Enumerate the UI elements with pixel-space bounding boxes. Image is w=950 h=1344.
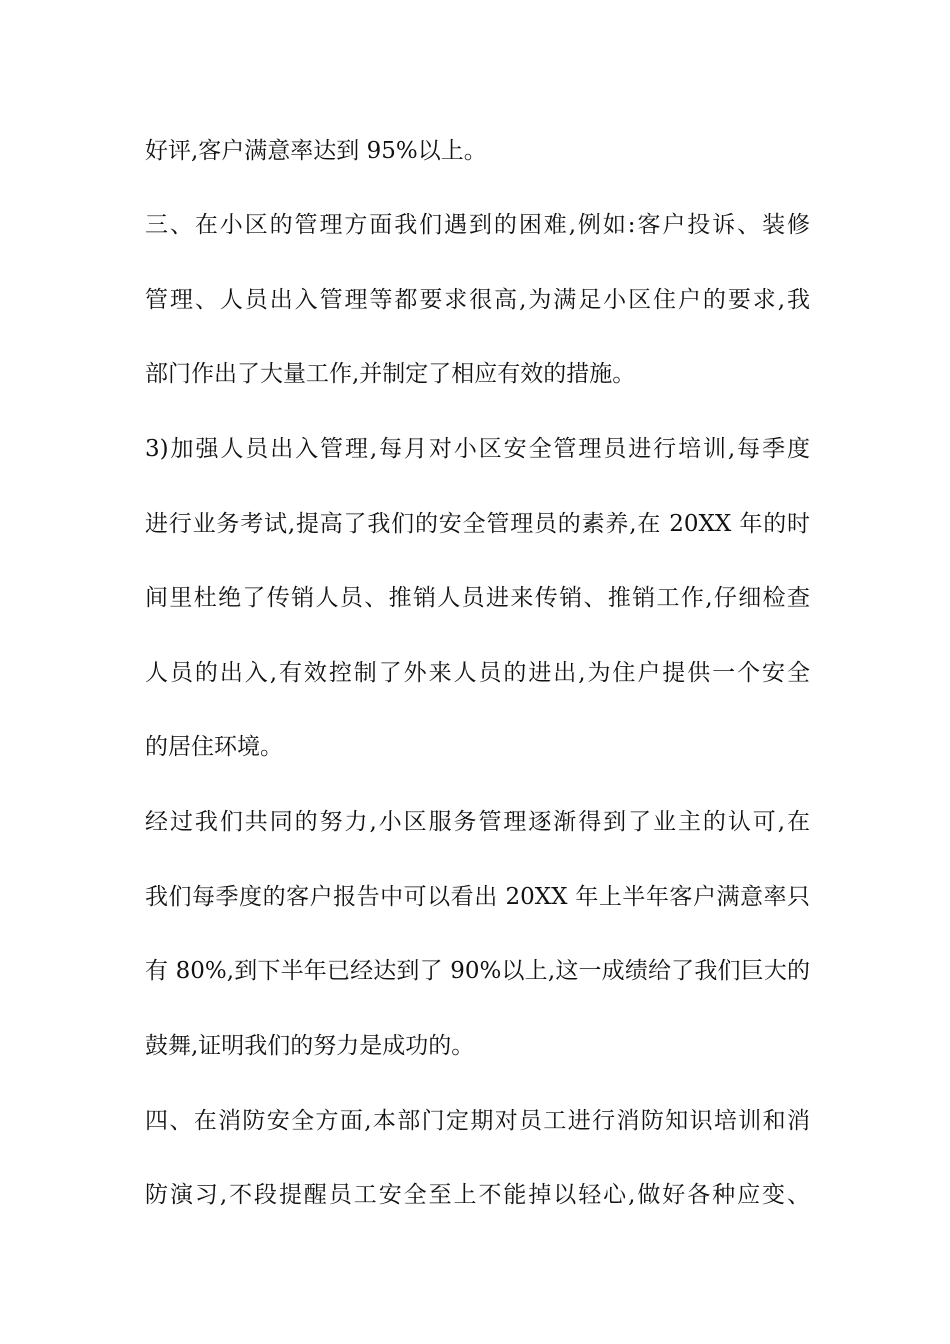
text-line: 3)加强人员出入管理,每月对小区安全管理员进行培训,每季度 — [145, 436, 810, 462]
text-line: 鼓舞,证明我们的努力是成功的。 — [145, 1033, 475, 1059]
text-line: 管理、人员出入管理等都要求很高,为满足小区住户的要求,我 — [145, 287, 810, 313]
text-line: 三、在小区的管理方面我们遇到的困难,例如:客户投诉、装修 — [145, 212, 810, 238]
text-line: 四、在消防安全方面,本部门定期对员工进行消防知识培训和消 — [145, 1108, 810, 1134]
text-line: 经过我们共同的努力,小区服务管理逐渐得到了业主的认可,在 — [145, 809, 810, 835]
text-line: 人员的出入,有效控制了外来人员的进出,为住户提供一个安全 — [145, 660, 810, 686]
text-line: 防演习,不段提醒员工安全至上不能掉以轻心,做好各种应变、 — [145, 1182, 810, 1208]
text-line: 间里杜绝了传销人员、推销人员进来传销、推销工作,仔细检查 — [145, 585, 810, 611]
text-line: 我们每季度的客户报告中可以看出 20XX 年上半年客户满意率只 — [145, 884, 810, 910]
text-line: 的居住环境。 — [145, 734, 283, 760]
text-line: 好评,客户满意率达到 95%以上。 — [145, 138, 487, 164]
text-line: 部门作出了大量工作,并制定了相应有效的措施。 — [145, 361, 636, 387]
text-line: 有 80%,到下半年已经达到了 90%以上,这一成绩给了我们巨大的 — [145, 958, 810, 984]
text-line: 进行业务考试,提高了我们的安全管理员的素养,在 20XX 年的时 — [145, 511, 810, 537]
